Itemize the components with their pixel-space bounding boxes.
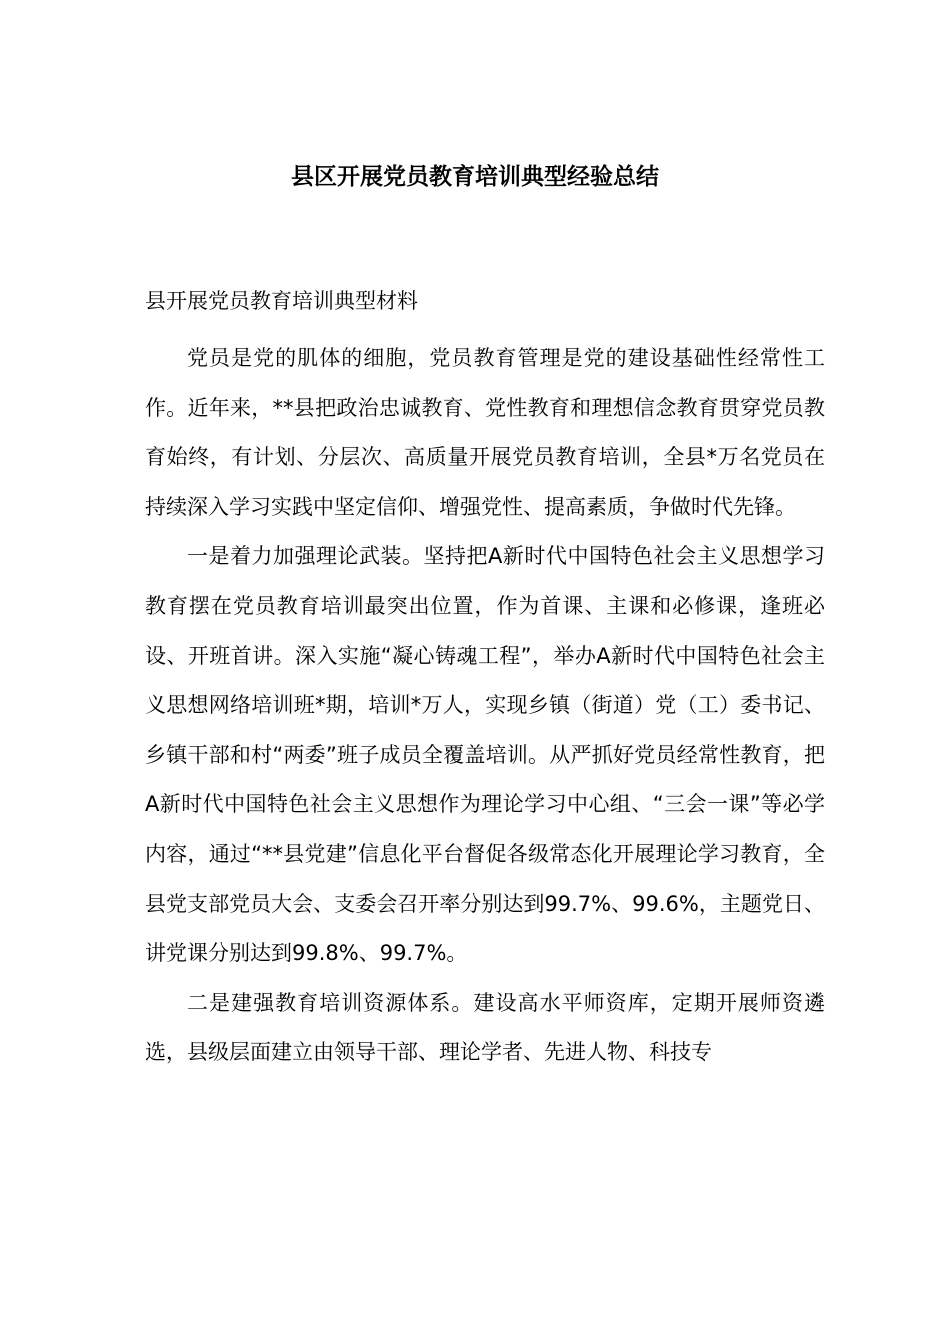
document-title: 县区开展党员教育培训典型经验总结 <box>291 164 659 190</box>
document-subtitle: 县开展党员教育培训典型材料 <box>145 289 418 313</box>
paragraph-resources: 二是建强教育培训资源体系。建设高水平师资库，定期开展师资遴选，县级层面建立由领导干部、理论学者、先进人物、科技专 <box>145 990 825 1065</box>
document-body <box>145 334 825 1078</box>
paragraph-theory: 一是着力加强理论武装。坚持把A新时代中国特色社会主义思想学习教育摆在党员教育培训最突出位置，作为首课、主课和必修课，逢班必设、开班首讲。深入实施“凝心铸魂工程”，举办A新时代中国特色社会主义思想网络培训班*期，培训*万人，实现乡镇（街道）党（工）委书记、乡镇干部和村“两委”班子成员全覆盖培训。从严抓好党员经常性教育，把A新时代中国特色社会主义思想作为理论学习中心组、“三会一课”等必学内容，通过“**县党建”信息化平台督促各级常态化开展理论学习教育，全县党支部党员大会、支委会召开率分别达到99.7%、99.6%，主题党日、讲党课分别达到99.8%、99.7%。 <box>145 544 825 966</box>
paragraph-intro: 党员是党的肌体的细胞，党员教育管理是党的建设基础性经常性工作。近年来，**县把政治忠诚教育、党性教育和理想信念教育贯穿党员教育始终，有计划、分层次、高质量开展党员教育培训，全县*万名党员在持续深入学习实践中坚定信仰、增强党性、提高素质，争做时代先锋。 <box>145 346 825 519</box>
